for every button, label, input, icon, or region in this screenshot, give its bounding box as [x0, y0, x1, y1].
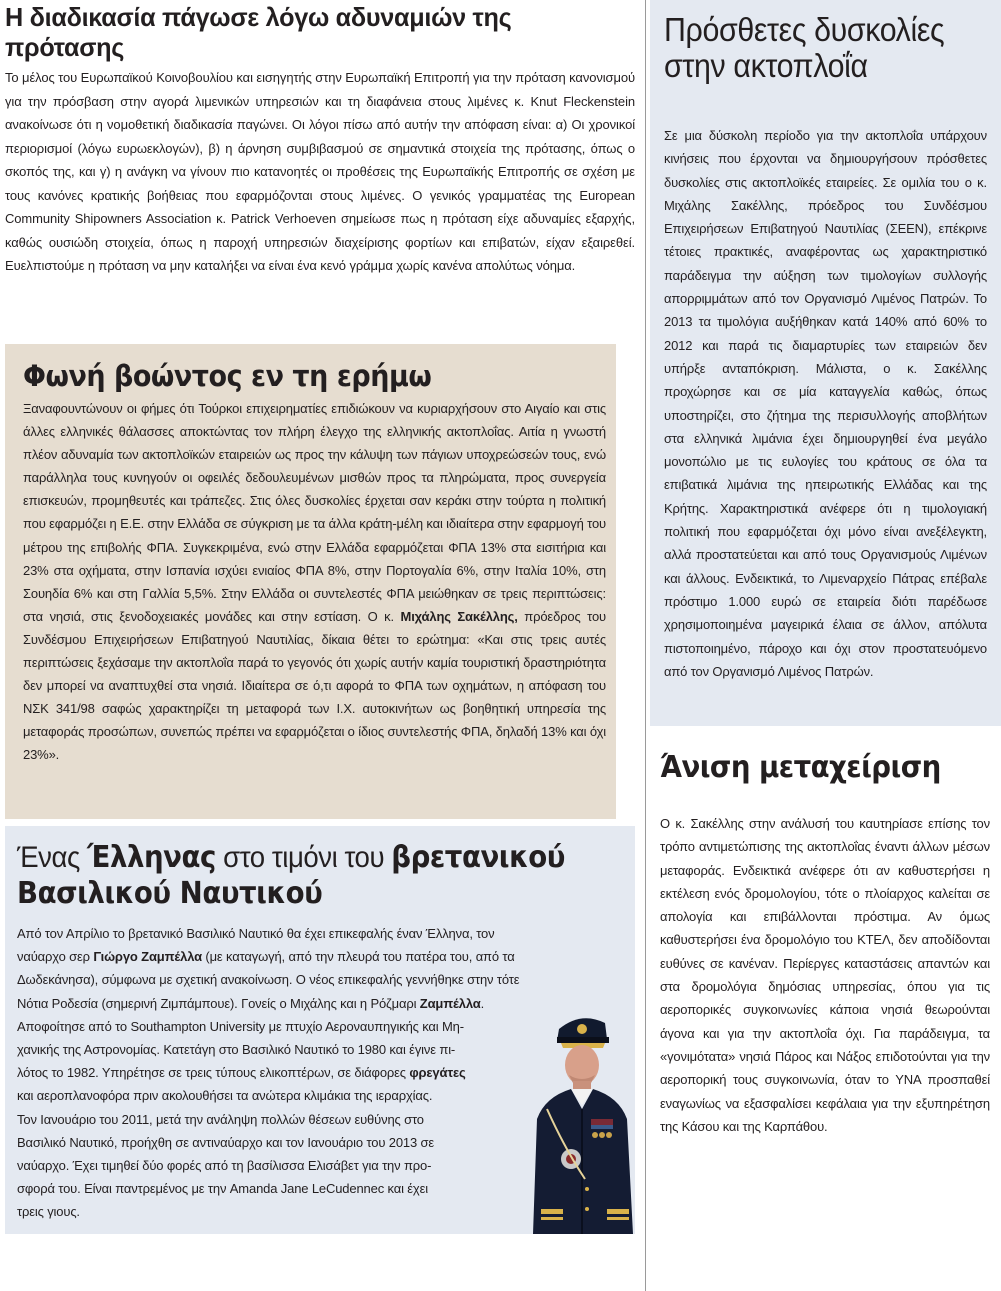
title-part: Ένας: [17, 841, 88, 874]
body-line: τρεις γιους.: [17, 1204, 80, 1220]
article-port-services: [5, 2, 635, 278]
article-body: Ο κ. Σακέλλης στην ανάλυσή του καυτηρίασε επίσης τον τρόπο αντιμετώπισης της ακτοπλοΐας έναντι άλλων μέσων μεταφοράς. Ενδεικτικά ανέφερε ότι αν καθυστερήσει η εκτέλεση ενός δρομολογίου, τότε ο πλοίαρχος καλείται σε απολογία και επιβάλλονται πρόστιμα. Αν όμως καθυστερήσει ένα δρομολόγιο του ΚΤΕΛ, δεν αποδίδονται ευθύνες σε κανέναν. Περίεργες καταστάσεις απαντών και στα δρομολόγια δημόσιας υπηρεσίας, όπου για τις αεροπορικές συγκοινωνίες κάποια νησιά θεωρούνται άγονα και για την ακτοπλοΐα όχι. Για παράδειγμα, τα «γονιμότατα» νησιά Πάρος και Νάξος επιδοτούνται για την αεροπορική τους συγκοινωνία, όταν το ΥΝΑ προσπαθεί εναγωνίως να εξασφαλίσει κεφάλαια για την εξυπηρέτηση της Κάσου και της Καρπάθου.: [660, 816, 990, 1134]
article-title: [17, 840, 565, 912]
title-part: Έλληνας: [87, 840, 216, 875]
title-part: Βασιλικού Ναυτικού: [17, 876, 323, 911]
article-title: Φωνή βοώντος εν τη ερήμω: [23, 359, 432, 393]
body-line: Από τον Απρίλιο το βρετανικό Βασιλικό Ναυτικό θα έχει επικεφαλής έναν Έλληνα, τον: [17, 926, 495, 941]
body-line: Αποφοίτησε από το Southampton University με πτυχίο Αεροναυπηγικής και Μη-: [17, 1018, 464, 1034]
article-title: Πρόσθετες δυσκολίες στην ακτοπλοΐα: [664, 11, 945, 84]
body-line: Νότια Ροδεσία (σημερινή Ζιμπάμπουε). Γονείς ο Μιχάλης και η Ρόζμαρι Ζαμπέλλα.: [17, 995, 485, 1011]
body-text: πρόεδρος του Συνδέσμου Επιχειρήσεων Επιβατηγού Ναυτιλίας, δίκαια θέτει το ερώτημα: «Και στις τρεις αυτές περιπτώσεις ξεχάσαμε την ακτοπλοΐα παρά το γεγονός ότι χωρίς αυτήν καμία τουριστική δραστηριότητα δεν μπορεί να αναπτυχθεί στα νησιά. Ιδιαίτερα σε ό,τι αφορά το ΦΠΑ των οχημάτων, η απόφαση του ΝΣΚ 341/98 σαφώς χαρακτηρίζει τη μεταφορά των Ι.Χ. αυτοκινήτων ως βοηθητική υπηρεσία της μεταφοράς προσώπων, συνεπώς πρέπει να εφαρμόζεται ο ίδιος συντελεστής ΦΠΑ, δηλαδή 13% και όχι 23%».: [23, 608, 606, 763]
body-line: Βασιλικό Ναυτικό, προήχθη σε αντιναύαρχο και τον Ιανουάριο του 2013 σε: [17, 1134, 435, 1150]
article-greek-admiral: [5, 826, 635, 1234]
article-extra-difficulties: [650, 0, 1001, 726]
admiral-photo: [525, 1009, 635, 1234]
body-line: λότος το 1982. Υπηρέτησε σε τρεις τύπους ελικοπτέρων, σε διάφορες φρεγάτες: [17, 1065, 466, 1081]
body-line: χανικής της Αστρονομίας. Κατετάγη στο Βασιλικό Ναυτικό το 1980 και έγινε πι-: [17, 1042, 456, 1058]
body-line: Δωδεκάνησα), σύμφωνα με σχετική ανακοίνωση. Ο νέος επικεφαλής γεννήθηκε στην τότε: [17, 972, 520, 988]
body-line: ναύαρχο σερ Γιώργο Ζαμπέλλα (με καταγωγή, από την πλευρά του πατέρα του, από τα: [17, 949, 515, 965]
article-body: [23, 397, 606, 767]
body-text: Ξαναφουντώνουν οι φήμες ότι Τούρκοι επιχειρηματίες επιδιώκουν να κυριαρχήσουν στο Αιγαίο και στις άλλες ελληνικές θάλασσες αποκτώντας τον πλήρη έλεγχο της ελληνικής ακτοπλοΐας. Αιτία η γνωστή πλέον αδυναμία των ακτοπλοϊκών εταιρειών ως προς την κάλυψη των πάγιων υποχρεώσεών τους, ενώ παράλληλα τους κυνηγούν οι οφειλές δεδουλευμένων μισθών προς τα πληρώματα, προς συνεργεία επισκευών, προμηθευτές και τράπεζες. Στις όλες δυσκολίες έρχεται σαν κεράκι στην τούρτα η πολιτική που εφαρμόζει η Ε.Ε. στην Ελλάδα σε σύγκριση με τα άλλα κράτη-μέλη και ιδιαίτερα στην εφαρμογή του μέτρου της επιβολής ΦΠΑ. Συγκεκριμένα, ενώ στην Ελλάδα εφαρμόζεται ΦΠΑ 13% στα εισιτήρια και 23% στα οχήματα, στην Ισπανία ισχύει ενιαίος ΦΠΑ 8%, στην Πορτογαλία 6%, στην Ιταλία 10%, στη Σουηδία 6% και στη Γαλλία 5,5%. Στην Ελλάδα οι συντελεστές ΦΠΑ μειώθηκαν σε τρεις περιπτώσεις: στα νησιά, στις ξενοδοχειακές μονάδες και στην εστίαση. Ο κ.: [23, 401, 606, 624]
body-line: Τον Ιανουάριο του 2011, μετά την ανάληψη πολλών θέσεων ευθύνης στο: [17, 1111, 424, 1127]
body-line: σφορά του. Είναι παντρεμένος με την Amanda Jane LeCudennec και έχει: [17, 1181, 428, 1197]
article-unequal-treatment: [660, 748, 990, 1138]
article-voice-in-desert: [5, 344, 616, 819]
article-body: Το μέλος του Ευρωπαϊκού Κοινοβουλίου και εισηγητής στην Ευρωπαϊκή Επιτροπή για την πρόταση κανονισμού για την πρόσβαση στην αγορά λιμενικών υπηρεσιών και τη διαφάνεια στους λιμένες κ. Knut Fleckenstein ανακοίνωσε ότι η νομοθετική διαδικασία παγώνει. Οι λόγοι πίσω από αυτήν την απόφαση είναι: α) Οι χρονικοί περιορισμοί (λόγω ευρωεκλογών), β) η άρνηση συμβιβασμού σε σημαντικά στοιχεία της πρότασης, όπως ο σκοπός της, και γ) η ανάγκη να γίνουν πιο κατανοητές οι προθέσεις της Ευρωπαϊκής Επιτροπής σε σχέση με τους κανόνες κρατικής βοήθειας που εφαρμόζονται στους λιμένες. Ο γενικός γραμματέας της European Community Shipowners Association κ. Patrick Verhoeven σημείωσε πως η πρόταση είχε αδυναμίες εξαρχής, καθώς ουσιώδη στοιχεία, όπως η παροχή υπηρεσιών διαχείρισης φορτίων και επιβατών, είχαν εξαιρεθεί. Ευελπιστούμε η πρόταση να μην καταλήξει να είναι ένα κενό γράμμα χωρίς κανένα απολύτως νόημα.: [5, 70, 635, 273]
person-name: Μιχάλης Σακέλλης,: [400, 608, 518, 624]
title-part: στο τιμόνι του: [215, 841, 392, 874]
title-part: βρετανικού: [391, 840, 565, 875]
body-line: ναύαρχο. Έχει τιμηθεί δύο φορές από τη βασίλισσα Ελισάβετ για την προ-: [17, 1158, 432, 1174]
column-divider: [645, 0, 646, 1291]
article-title: Άνιση μεταχείριση: [660, 750, 941, 785]
body-line: και αεροπλανοφόρα πριν ακολουθήσει τα ανώτερα κλιμάκια της ιεραρχίας.: [17, 1088, 433, 1104]
article-body: Σε μια δύσκολη περίοδο για την ακτοπλοΐα υπάρχουν κινήσεις που έρχονται να δημιουργήσουν πρόσθετες δυσκολίες στις ακτοπλοϊκές εταιρείες. Σε ομιλία του ο κ. Μιχάλης Σακέλλης, πρόεδρος του Συνδέσμου Επιχειρήσεων Επιβατηγού Ναυτιλίας (ΣΕΕΝ), επέκρινε τέτοιες πρακτικές, αναφέροντας ως χαρακτηριστικό παράδειγμα την αύξηση των τιμολογίων συλλογής απορριμμάτων από τον Οργανισμό Λιμένος Πατρών. Το 2013 τα τιμολόγια αυξήθηκαν κατά 140% από 60% το 2012 και παρά τις διαμαρτυρίες των εταιρειών δεν υπήρξε ανταπόκριση. Μάλιστα, ο κ. Σακέλλης προχώρησε και σε μία καταγγελία καθώς, όπως υποστηρίζει, στο ζήτημα της περισυλλογής αποβλήτων στα ελληνικά λιμάνια έχει δημιουργηθεί ένα μεγάλο μονοπώλιο με τις ευλογίες του κράτους σε όλα τα επιβατικά λιμάνια της ηπειρωτικής Ελλάδας και της Κρήτης. Χαρακτηριστικά ανέφερε ότι η τιμολογιακή πολιτική που εφαρμόζεται όχι μόνο είναι ανεξέλεγκτη, αλλά προστατεύεται και από τους Οργανισμούς Λιμένων και άλλους. Ενδεικτικά, το Λιμεναρχείο Πάτρας επέβαλε πρόστιμο 1.000 ευρώ σε εταιρεία διότι παρέδωσε χρησιμοποιημένα μαγειρικά έλαια σε άλλον, απόλυτα πιστοποιημένο, πάροχο και όχι στον προστατευόμενο από τον Οργανισμό Λιμένος Πατρών.: [664, 128, 987, 679]
article-title: Η διαδικασία πάγωσε λόγω αδυναμιών της πρότασης: [5, 2, 512, 62]
